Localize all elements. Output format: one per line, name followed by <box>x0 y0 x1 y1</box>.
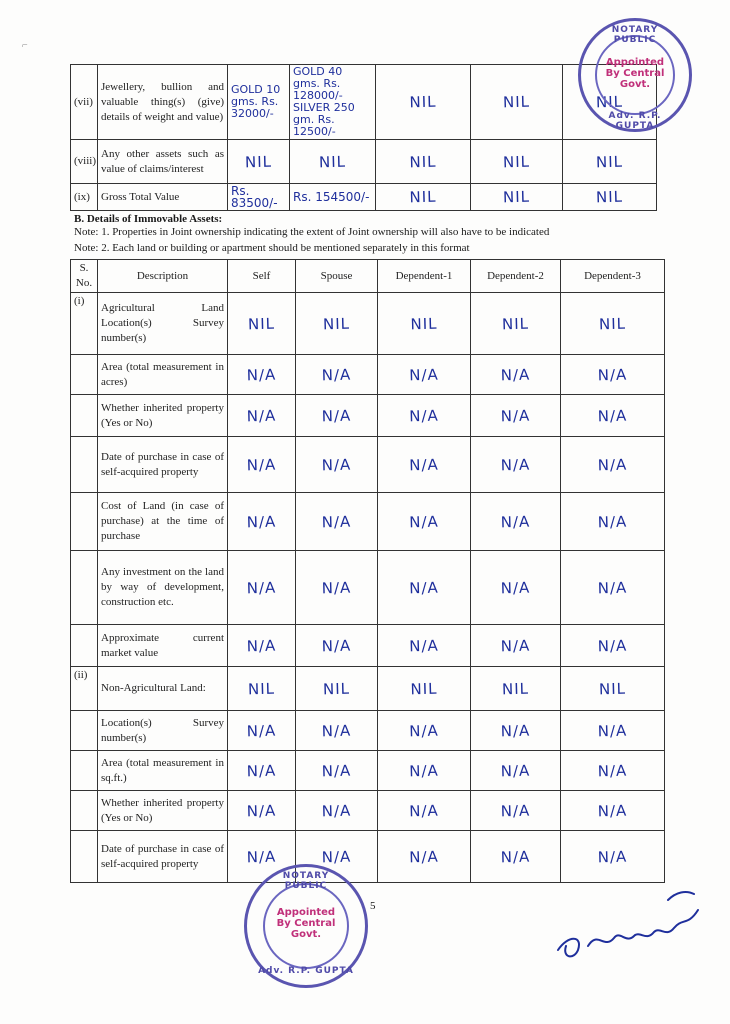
dep3-cell: NIL <box>563 140 657 184</box>
dependent-1-cell: N/A <box>378 711 471 751</box>
spouse-cell: Rs. 154500/- <box>290 184 376 211</box>
dependent-3-cell: N/A <box>561 831 665 883</box>
table-row <box>71 667 665 711</box>
dependent-2-cell: NIL <box>471 667 561 711</box>
dependent-1-cell: N/A <box>378 437 471 493</box>
stamp-center-text: Appointed By Central Govt. <box>605 57 665 90</box>
dependent-1-cell: N/A <box>378 493 471 551</box>
sno-cell: (ix) <box>71 184 98 211</box>
dependent-1-cell: N/A <box>378 831 471 883</box>
description-cell: Whether inherited property (Yes or No) <box>98 395 228 437</box>
dep1-cell: NIL <box>376 140 471 184</box>
sno-cell: (vii) <box>71 65 98 140</box>
header-row <box>71 260 665 293</box>
sno-cell <box>71 395 98 437</box>
page-number: 5 <box>370 900 376 912</box>
dependent-3-cell: N/A <box>561 355 665 395</box>
dependent-3-cell: NIL <box>561 293 665 355</box>
section-b-title: B. Details of Immovable Assets: <box>74 213 223 225</box>
table-row <box>71 355 665 395</box>
dependent-1-cell: N/A <box>378 395 471 437</box>
dependent-2-cell: N/A <box>471 831 561 883</box>
sno-cell <box>71 355 98 395</box>
dep3-cell: NIL <box>563 184 657 211</box>
spouse-cell: NIL <box>296 293 378 355</box>
sno-cell <box>71 437 98 493</box>
col-header-description: Description <box>98 260 228 293</box>
self-cell: N/A <box>228 395 296 437</box>
spouse-cell: NIL <box>296 667 378 711</box>
self-cell: N/A <box>228 493 296 551</box>
self-cell: N/A <box>228 831 296 883</box>
dependent-3-cell: N/A <box>561 711 665 751</box>
spouse-cell: N/A <box>296 751 378 791</box>
table-row <box>71 293 665 355</box>
self-cell: N/A <box>228 625 296 667</box>
description-cell: Whether inherited property (Yes or No) <box>98 791 228 831</box>
movable-assets-table <box>70 64 657 211</box>
signature-scribble <box>548 880 718 970</box>
table-row <box>71 395 665 437</box>
description-cell: Non-Agricultural Land: <box>98 667 228 711</box>
dep1-cell: NIL <box>376 65 471 140</box>
table-row <box>71 791 665 831</box>
dependent-2-cell: N/A <box>471 395 561 437</box>
description-cell: Area (total measurement in acres) <box>98 355 228 395</box>
spouse-cell: N/A <box>296 493 378 551</box>
description-cell: Location(s) Survey number(s) <box>98 711 228 751</box>
table-row <box>71 140 657 184</box>
dependent-2-cell: N/A <box>471 791 561 831</box>
description-cell: Agricultural Land Location(s) Survey number(s) <box>98 293 228 355</box>
dep2-cell: NIL <box>471 65 563 140</box>
self-cell: Rs. 83500/- <box>228 184 290 211</box>
dependent-1-cell: NIL <box>378 293 471 355</box>
sno-cell: (ii) <box>71 667 98 711</box>
dependent-3-cell: N/A <box>561 395 665 437</box>
spouse-cell: GOLD 40 gms. Rs. 128000/- SILVER 250 gm. Rs. 12500/- <box>290 65 376 140</box>
dependent-3-cell: N/A <box>561 493 665 551</box>
self-cell: N/A <box>228 437 296 493</box>
table-row <box>71 831 665 883</box>
table-row <box>71 551 665 625</box>
dependent-1-cell: N/A <box>378 355 471 395</box>
description-cell: Area (total measurement in sq.ft.) <box>98 751 228 791</box>
description-cell: Cost of Land (in case of purchase) at the time of purchase <box>98 493 228 551</box>
dependent-3-cell: N/A <box>561 625 665 667</box>
spouse-cell: N/A <box>296 437 378 493</box>
note-2: Note: 2. Each land or building or apartment should be mentioned separately in this format <box>74 242 470 254</box>
stamp-ring-bottom-text: Adv. R.P. GUPTA <box>258 966 354 976</box>
self-cell: NIL <box>228 140 290 184</box>
self-cell: N/A <box>228 711 296 751</box>
stamp-ring-text: NOTARY PUBLIC <box>611 25 659 45</box>
table-row <box>71 493 665 551</box>
notary-stamp-top <box>578 18 692 132</box>
sno-cell <box>71 625 98 667</box>
description-cell: Date of purchase in case of self-acquired property <box>98 437 228 493</box>
dep1-cell: NIL <box>376 184 471 211</box>
spouse-cell: N/A <box>296 395 378 437</box>
note-1: Note: 1. Properties in Joint ownership indicating the extent of Joint ownership will also have to be indicated <box>74 226 550 238</box>
dependent-1-cell: N/A <box>378 625 471 667</box>
dependent-2-cell: N/A <box>471 711 561 751</box>
spouse-cell: N/A <box>296 711 378 751</box>
self-cell: N/A <box>228 791 296 831</box>
description-cell: Any investment on the land by way of development, construction etc. <box>98 551 228 625</box>
dependent-2-cell: NIL <box>471 293 561 355</box>
table-row <box>71 625 665 667</box>
self-cell: N/A <box>228 355 296 395</box>
stamp-ring-text: NOTARY PUBLIC <box>282 871 330 891</box>
dependent-3-cell: NIL <box>561 667 665 711</box>
dep2-cell: NIL <box>471 140 563 184</box>
spouse-cell: NIL <box>290 140 376 184</box>
dependent-1-cell: NIL <box>378 667 471 711</box>
dependent-3-cell: N/A <box>561 791 665 831</box>
dependent-3-cell: N/A <box>561 437 665 493</box>
table-row <box>71 751 665 791</box>
self-cell: GOLD 10 gms. Rs. 32000/- <box>228 65 290 140</box>
scan-mark: ⌐ <box>22 40 28 51</box>
sno-cell <box>71 831 98 883</box>
spouse-cell: N/A <box>296 625 378 667</box>
immovable-body <box>71 293 665 883</box>
self-cell: N/A <box>228 551 296 625</box>
notary-stamp-bottom <box>244 864 368 988</box>
table-row <box>71 711 665 751</box>
dependent-2-cell: N/A <box>471 437 561 493</box>
immovable-assets-table <box>70 259 665 883</box>
dependent-1-cell: N/A <box>378 551 471 625</box>
col-header-self: Self <box>228 260 296 293</box>
stamp-ring-bottom-text: Adv. R.P. GUPTA <box>608 111 662 131</box>
dependent-3-cell: N/A <box>561 751 665 791</box>
dep3-cell: NIL <box>563 65 657 140</box>
description-cell: Jewellery, bullion and valuable thing(s) (give) details of weight and value) <box>98 65 228 140</box>
dependent-2-cell: N/A <box>471 751 561 791</box>
description-cell: Date of purchase in case of self-acquired property <box>98 831 228 883</box>
dependent-1-cell: N/A <box>378 751 471 791</box>
col-header-dependent-2: Dependent-2 <box>471 260 561 293</box>
sno-cell: (i) <box>71 293 98 355</box>
sno-cell <box>71 791 98 831</box>
sno-cell <box>71 751 98 791</box>
col-header-spouse: Spouse <box>296 260 378 293</box>
spouse-cell: N/A <box>296 791 378 831</box>
sno-cell <box>71 551 98 625</box>
description-cell: Gross Total Value <box>98 184 228 211</box>
spouse-cell: N/A <box>296 355 378 395</box>
dependent-3-cell: N/A <box>561 551 665 625</box>
dependent-1-cell: N/A <box>378 791 471 831</box>
self-cell: N/A <box>228 751 296 791</box>
dependent-2-cell: N/A <box>471 551 561 625</box>
sno-cell <box>71 711 98 751</box>
description-cell: Approximate current market value <box>98 625 228 667</box>
col-header-sno: S. No. <box>71 260 98 293</box>
stamp-center-text: Appointed By Central Govt. <box>276 907 336 940</box>
table-row <box>71 437 665 493</box>
description-cell: Any other assets such as value of claims/interest <box>98 140 228 184</box>
dependent-2-cell: N/A <box>471 355 561 395</box>
spouse-cell: N/A <box>296 551 378 625</box>
table-row <box>71 65 657 140</box>
dependent-2-cell: N/A <box>471 625 561 667</box>
self-cell: NIL <box>228 667 296 711</box>
spouse-cell: N/A <box>296 831 378 883</box>
dependent-2-cell: N/A <box>471 493 561 551</box>
col-header-dependent-1: Dependent-1 <box>378 260 471 293</box>
dep2-cell: NIL <box>471 184 563 211</box>
table-row <box>71 184 657 211</box>
sno-cell: (viii) <box>71 140 98 184</box>
col-header-dependent-3: Dependent-3 <box>561 260 665 293</box>
sno-cell <box>71 493 98 551</box>
self-cell: NIL <box>228 293 296 355</box>
